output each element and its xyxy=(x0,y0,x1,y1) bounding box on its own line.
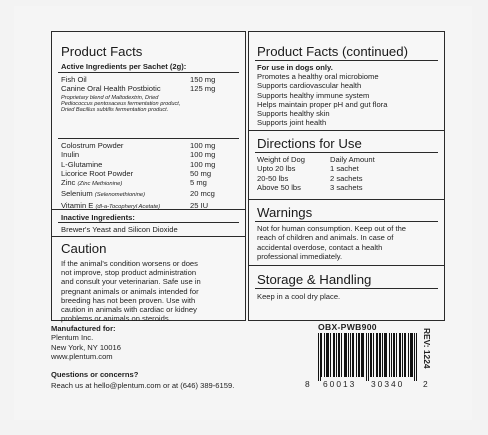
barcode-bar xyxy=(386,333,387,377)
list-item: Promotes a healthy oral microbiome xyxy=(257,72,379,81)
storage-title: Storage & Handling xyxy=(257,272,372,287)
barcode-bar xyxy=(404,333,405,377)
barcode-bar xyxy=(353,333,354,377)
blend-note: Proprietary blend of Maltodextrin, Dried Pediococcus pentosaceus fermentation product, Dried Bacillus subtilis fermentation product. xyxy=(61,94,181,114)
barcode-bar xyxy=(362,333,363,377)
barcode-bar xyxy=(352,333,353,377)
divider xyxy=(255,221,438,222)
ingredient-row: Vitamin E (dl-a-Tocopheryl Acetate) 25 IU xyxy=(61,200,209,210)
barcode-bar xyxy=(379,333,380,377)
barcode-group-2: 30340 xyxy=(371,379,405,389)
ingredient-row: Zinc (Zinc Methionine) 5 mg xyxy=(61,178,207,188)
product-facts-continued-title: Product Facts (continued) xyxy=(257,44,408,59)
barcode-bar xyxy=(321,333,322,377)
barcode-bar xyxy=(391,333,392,377)
list-item: Supports cardiovascular health xyxy=(257,81,362,91)
ingredient-row: Fish Oil 150 mg xyxy=(61,75,216,84)
barcode-bar xyxy=(408,333,409,377)
list-item: Supports healthy immune system xyxy=(257,90,370,100)
barcode-bar xyxy=(380,333,381,377)
ingredient-list-a xyxy=(61,75,236,114)
warnings-text: Not for human consumption. Keep out of the reach of children and animals. In case of accidental overdose, contact a health professional immediately. xyxy=(257,224,407,261)
barcode-bar xyxy=(402,333,403,377)
ingredient-row: Selenium (Selenomethionine) 20 mcg xyxy=(61,189,215,199)
barcode-bar xyxy=(400,333,401,377)
barcode-bar xyxy=(350,333,351,377)
barcode-bar xyxy=(363,333,364,377)
divider xyxy=(52,236,245,237)
table-header: Weight of Dog Daily Amount xyxy=(257,155,375,164)
barcode-bar xyxy=(324,333,325,377)
manufacturer-name: Plentum Inc. xyxy=(51,333,94,343)
barcode-bar xyxy=(412,333,413,377)
divider xyxy=(58,138,239,139)
barcode-bar xyxy=(396,333,397,377)
barcode-bar xyxy=(333,333,334,377)
barcode-bar xyxy=(410,333,411,377)
barcode-bar xyxy=(338,333,339,377)
barcode-bar xyxy=(326,333,327,377)
divider xyxy=(249,130,444,131)
barcode-bar xyxy=(368,333,369,381)
barcode-bar xyxy=(411,333,412,377)
divider xyxy=(52,209,245,210)
barcode-last-digit: 2 xyxy=(423,379,428,389)
barcode-bar xyxy=(345,333,346,377)
directions-title: Directions for Use xyxy=(257,136,362,151)
divider xyxy=(249,265,444,266)
barcode-group-1: 60013 xyxy=(323,379,357,389)
caution-text: If the animal's condition worsens or does not improve, stop product administration and consult your veterinarian. Safe use in pregnant animals or animals intended for breeding has not been proven. Use with caution in animals with cardiac or kidney problems or animals on steroids. xyxy=(61,259,201,324)
barcode-bar xyxy=(356,333,357,377)
divider xyxy=(255,60,438,61)
manufacturer-site: www.plentum.com xyxy=(51,352,113,362)
barcode-bar xyxy=(373,333,374,377)
barcode-bar xyxy=(371,333,372,377)
barcode-bar xyxy=(348,333,349,377)
manufacturer-info xyxy=(51,324,121,362)
barcode-bar xyxy=(377,333,378,377)
barcode-bar xyxy=(359,333,360,377)
barcode-bar xyxy=(346,333,347,377)
barcode-bar xyxy=(405,333,406,377)
barcode-bar xyxy=(416,333,417,381)
list-item: Supports healthy skin xyxy=(257,109,330,119)
barcode-bar xyxy=(394,333,395,377)
barcode-bar xyxy=(366,333,367,381)
barcode-bar xyxy=(328,333,329,377)
divider xyxy=(58,72,239,73)
barcode-bar xyxy=(385,333,386,377)
barcode-bar xyxy=(393,333,394,377)
barcode-bar xyxy=(358,333,359,377)
divider xyxy=(58,222,239,223)
product-facts-box xyxy=(51,31,246,324)
barcode-first-digit: 8 xyxy=(305,379,310,389)
caution-title: Caution xyxy=(61,241,107,256)
ingredient-row: L-Glutamine 100 mg xyxy=(61,159,216,169)
barcode-bar xyxy=(389,333,390,377)
table-row: Above 50 lbs 3 sachets xyxy=(257,182,363,192)
active-ingredients-heading: Active Ingredients per Sachet (2g): xyxy=(61,62,187,71)
dosage-table xyxy=(257,155,375,192)
barcode-bar xyxy=(361,333,362,377)
table-row: Upto 20 lbs 1 sachet xyxy=(257,164,359,174)
ingredient-row: Colostrum Powder 100 mg xyxy=(61,141,216,150)
barcode-bar xyxy=(318,333,319,381)
manufacturer-label: Manufactured for: xyxy=(51,324,116,333)
divider xyxy=(255,288,438,289)
barcode-bar xyxy=(344,333,345,377)
list-item: Helps maintain proper pH and gut flora xyxy=(257,99,388,109)
barcode-bar xyxy=(414,333,415,381)
barcode-bar xyxy=(370,333,371,377)
revision-code: REV: 1224 xyxy=(422,328,432,369)
questions-label: Questions or concerns? xyxy=(51,370,139,379)
ingredient-list-b xyxy=(61,141,236,212)
barcode-bar xyxy=(382,333,383,377)
ingredient-row: Canine Oral Health Postbiotic 125 mg xyxy=(61,84,216,94)
divider xyxy=(249,199,444,200)
use-label: For use in dogs only. xyxy=(257,63,333,72)
inactive-text: Brewer's Yeast and Silicon Dioxide xyxy=(61,225,178,234)
barcode-bar xyxy=(339,333,340,377)
barcode xyxy=(316,333,420,381)
warnings-title: Warnings xyxy=(257,205,313,220)
product-facts-continued-box xyxy=(248,31,445,321)
barcode-bar xyxy=(336,333,337,377)
product-code: OBX-PWB900 xyxy=(318,322,377,332)
divider xyxy=(255,152,438,153)
barcode-bar xyxy=(384,333,385,377)
barcode-bar xyxy=(399,333,400,377)
benefits-list xyxy=(257,72,387,128)
list-item: Supports joint health xyxy=(257,118,327,128)
ingredient-row: Inulin 100 mg xyxy=(61,150,216,160)
ingredient-row: Licorice Root Powder 50 mg xyxy=(61,168,212,178)
product-facts-title: Product Facts xyxy=(61,44,143,59)
barcode-bar xyxy=(334,333,335,377)
inactive-heading: Inactive Ingredients: xyxy=(61,213,135,222)
manufacturer-city: New York, NY 10016 xyxy=(51,342,121,352)
barcode-bar xyxy=(341,333,342,377)
label-panel xyxy=(14,6,472,420)
barcode-bar xyxy=(327,333,328,377)
barcode-bar xyxy=(330,333,331,377)
questions-info xyxy=(51,370,234,391)
barcode-bar xyxy=(376,333,377,377)
barcode-bar xyxy=(320,333,321,381)
questions-text: Reach us at hello@plentum.com or at (646) 389-6159. xyxy=(51,380,235,390)
storage-text: Keep in a cool dry place. xyxy=(257,292,341,301)
table-row: 20-50 lbs 2 sachets xyxy=(257,173,363,183)
